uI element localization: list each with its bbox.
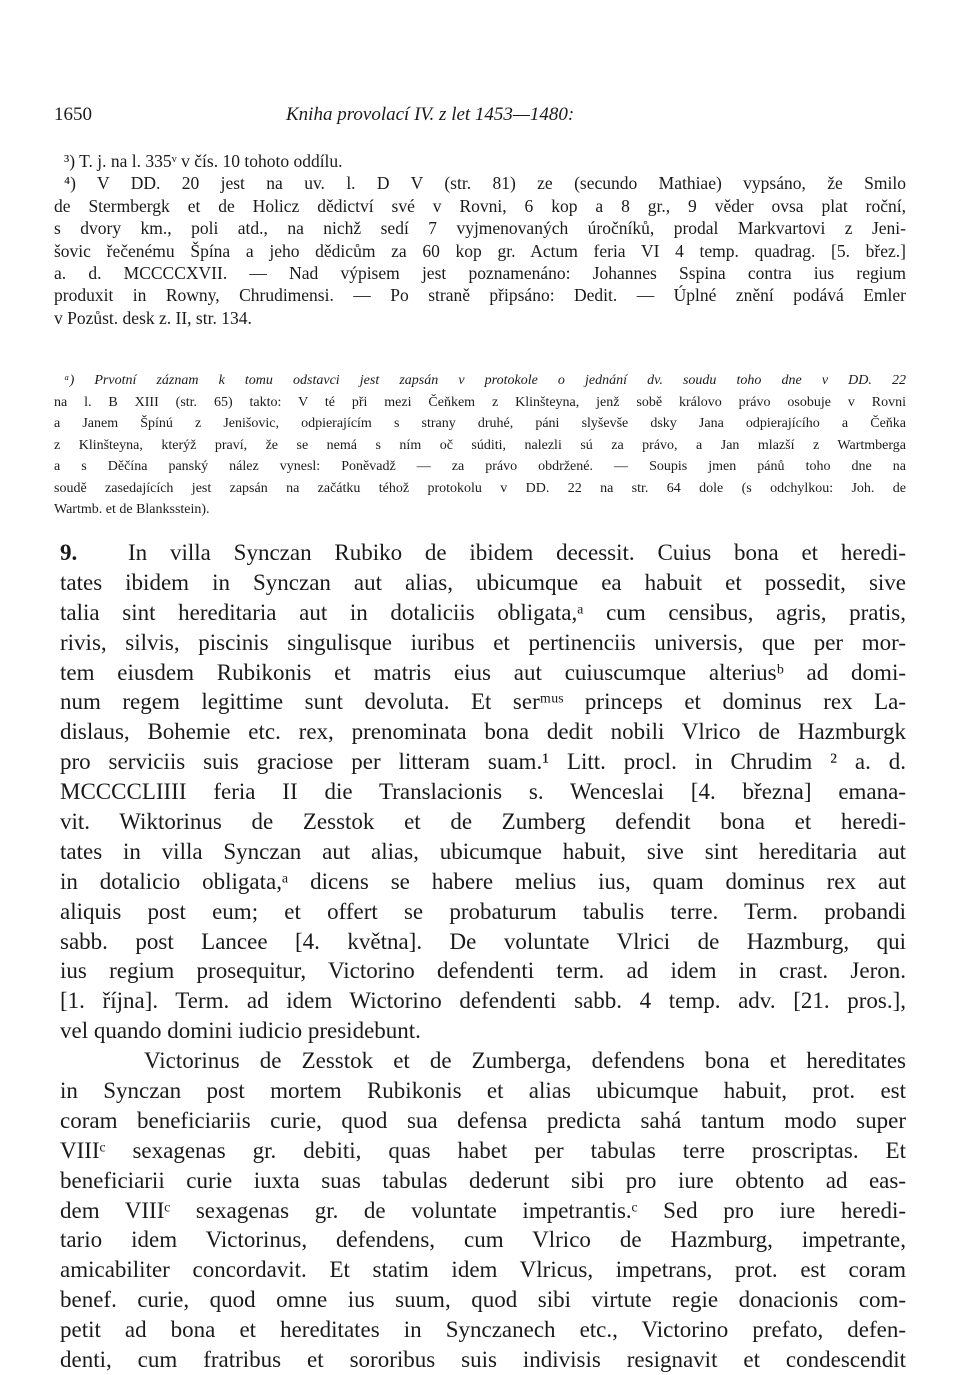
- apparatus-line: a s Děčína panský nález vynesl: Poněvadž — za právo obdržené. — Soupis jmen pánů toho dne na: [54, 459, 906, 474]
- footnote-line: šovic řečenému Špína a jeho dědicům za 60 kop gr. Actum feria VI 4 temp. quadrag. [5. břez.]: [54, 240, 906, 261]
- page-number: 1650: [54, 104, 92, 125]
- main-line: amicabiliter concordavit. Et statim idem Vlricus, impetrans, prot. est coram: [60, 1257, 906, 1283]
- main-line: tates ibidem in Synczan aut alias, ubicumque ea habuit et possedit, sive: [60, 569, 906, 595]
- apparatus-line: na l. B XIII (str. 65) takto: V té při mezi Čeňkem z Klinšteyna, jenž sobě královo právo osobuje v Rovni: [54, 394, 906, 410]
- main-line: in Synczan post mortem Rubikonis et alias ubicumque habuit, prot. est: [60, 1078, 906, 1104]
- main-line: dem VIIIᶜ sexagenas gr. de voluntate impetrantis.ᶜ Sed pro iure heredi-: [60, 1197, 906, 1223]
- main-line: [1. října]. Term. ad idem Wictorino defendenti sabb. 4 temp. adv. [21. pros.],: [60, 988, 906, 1014]
- main-text: [60, 538, 906, 1375]
- main-line: num regem legittime sunt devoluta. Et serᵐᵘˢ princeps et dominus rex La-: [60, 689, 906, 715]
- footnote-line: ³) T. j. na l. 335ᵛ v čís. 10 tohoto oddílu.: [64, 151, 343, 171]
- main-line: petit ad bona et hereditates in Synczanech etc., Victorino prefato, defen-: [60, 1317, 906, 1343]
- main-line: coram beneficiariis curie, quod sua defensa predicta sahá tantum modo super: [60, 1107, 906, 1133]
- main-line: dislaus, Bohemie etc. rex, prenominata bona dedit nobili Vlrico de Hazmburgk: [60, 719, 906, 745]
- main-line: MCCCCLIIII feria II die Translacionis s. Wenceslai [4. března] emana-: [60, 779, 906, 805]
- main-line: vel quando domini iudicio presidebunt.: [60, 1018, 421, 1044]
- main-line: aliquis post eum; et offert se probaturum tabulis terre. Term. probandi: [60, 898, 906, 924]
- main-line: tem eiusdem Rubikonis et matris eius aut cuiuscumque alteriusᵇ ad domi-: [60, 659, 906, 685]
- footnote-line: a. d. MCCCCXVII. — Nad výpisem jest poznamenáno: Johannes Sspina contra ius regium: [54, 262, 906, 283]
- apparatus-line: a Janem Špínú z Jenišovic, odpierajícím s strany druhé, páni slyševše dsky Jana odpierajícího a Čeňka: [54, 416, 906, 431]
- main-line: tario idem Victorinus, defendens, cum Vlrico de Hazmburg, impetrante,: [60, 1227, 906, 1253]
- footnote-line: de Stermbergk et de Holicz dědictví své v Rovni, 6 kop a 8 gr., 9 věder ovsa plat roční,: [54, 195, 906, 216]
- apparatus-line: z Klinšteyna, kterýž praví, že se nemá s ním oč súditi, nalezli sú za právo, a Jan mlazší z Wartmberga: [54, 437, 906, 453]
- main-line: ius regium prosequitur, Victorino defendenti term. ad idem in crast. Jeron.: [60, 958, 906, 984]
- running-title: Kniha provolací IV. z let 1453—1480:: [286, 104, 575, 125]
- apparatus-line: soudě zasedajících jest zapsán na začátku téhož protokolu v DD. 22 na str. 64 dole (s odchylkou: Joh. de: [54, 480, 906, 496]
- main-line: rivis, silvis, piscinis singulisque iuribus et pertinenciis universis, que per mor-: [60, 629, 906, 655]
- entry-number: 9.: [60, 540, 78, 565]
- footnote-line: s dvory km., poli atd., na nichž sedí 7 vyjmenovaných úročníků, prodal Markvartovi z Jeni-: [54, 218, 906, 239]
- main-line: benef. curie, quod omne ius suum, quod sibi virtute regie donacionis com-: [60, 1287, 906, 1313]
- main-line: in dotalicio obligata,ᵃ dicens se habere melius ius, quam dominus rex aut: [60, 868, 906, 894]
- apparatus-line: ᵃ) Prvotní záznam k tomu odstavci jest zapsán v protokole o jednání dv. soudu toho dne v DD. 22: [64, 373, 906, 388]
- footnote-line: v Pozůst. desk z. II, str. 134.: [54, 307, 252, 328]
- main-line: [60, 538, 906, 568]
- main-line: tates in villa Synczan aut alias, ubicumque habuit, sive sint hereditaria aut: [60, 838, 906, 864]
- footnotes-block: [54, 150, 906, 329]
- footnote-line: ⁴) V DD. 20 jest na uv. l. D V (str. 81) ze (secundo Mathiae) vypsáno, že Smilo: [64, 173, 906, 194]
- main-line: pro serviciis suis graciose per litteram suam.¹ Litt. procl. in Chrudim ² a. d.: [60, 749, 906, 775]
- footnote-line: produxit in Rowny, Chrudimensi. — Po straně připsáno: Dedit. — Úplné znění podává Emler: [54, 285, 906, 306]
- main-line: talia sint hereditaria aut in dotaliciis obligata,ᵃ cum censibus, agris, pratis,: [60, 599, 906, 625]
- page-header: [54, 104, 904, 130]
- apparatus-line: Wartmb. et de Blanksstein).: [54, 502, 210, 517]
- main-line: denti, cum fratribus et sororibus suis indivisis resignavit et condescendit: [60, 1347, 906, 1373]
- main-line: Victorinus de Zesstok et de Zumberga, defendens bona et hereditates: [144, 1048, 906, 1074]
- critical-apparatus: [54, 370, 906, 521]
- main-line: vit. Wiktorinus de Zesstok et de Zumberg defendit bona et heredi-: [60, 809, 906, 835]
- main-line: sabb. post Lancee [4. května]. De voluntate Vlrici de Hazmburg, qui: [60, 928, 906, 954]
- main-line: VIIIᶜ sexagenas gr. debiti, quas habet per tabulas terre proscriptas. Et: [60, 1137, 906, 1163]
- main-line: beneficiarii curie iuxta suas tabulas dederunt sibi pro iure obtento ad eas-: [60, 1167, 906, 1193]
- main-line-text: In villa Synczan Rubiko de ibidem decessit. Cuius bona et heredi-: [128, 540, 906, 565]
